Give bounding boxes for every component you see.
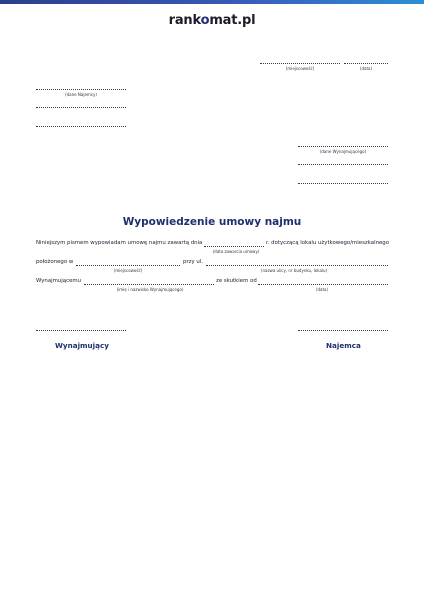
brand-logo — [0, 13, 424, 28]
place-caption: (miejscowość) — [285, 66, 315, 71]
landlord-signature-line[interactable] — [36, 330, 126, 331]
location-line[interactable] — [76, 265, 180, 266]
landlord-line-2[interactable] — [298, 164, 388, 165]
date-caption: (data) — [359, 66, 373, 71]
effective-date-caption: (data) — [315, 287, 329, 292]
body-line3-mid: ze skutkiem od — [216, 278, 257, 284]
top-accent-bar — [0, 0, 424, 4]
landlord-line-1[interactable] — [298, 146, 388, 147]
street-line[interactable] — [206, 265, 388, 266]
tenant-line-3[interactable] — [36, 126, 126, 127]
street-caption: (nazwa ulicy, nr budynku, lokalu) — [260, 268, 328, 273]
body-line2-start: położonego w — [36, 259, 74, 265]
tenant-signature-line[interactable] — [298, 330, 388, 331]
place-line[interactable] — [260, 63, 340, 64]
landlord-signature-label: Wynajmujący — [55, 341, 109, 350]
logo-text-left: rank — [168, 13, 201, 28]
location-caption: (miejscowość) — [113, 268, 143, 273]
body-line1-start: Niniejszym pismem wypowiadam umowę najmu zawartą dnia — [36, 240, 203, 246]
tenant-line-1[interactable] — [36, 89, 126, 90]
body-line2-mid: przy ul. — [183, 259, 203, 265]
landlord-name-caption: (imię i nazwisko Wynajmującego) — [116, 287, 184, 292]
logo-text-right: mat.pl — [209, 13, 256, 28]
logo-o-mark: o — [200, 13, 210, 28]
body-line1-end: r. dotyczącą lokalu użytkowego/mieszkalnego — [266, 240, 390, 246]
contract-date-caption: (data zawarcia umowy) — [212, 249, 260, 254]
body-line3-start: Wynajmującemu — [36, 278, 82, 284]
date-line[interactable] — [344, 63, 388, 64]
contract-date-line[interactable] — [204, 246, 264, 247]
landlord-caption: (dane Wynajmującego) — [319, 149, 367, 154]
landlord-line-3[interactable] — [298, 183, 388, 184]
tenant-signature-label: Najemca — [326, 341, 361, 350]
tenant-caption: (dane Najemcy) — [65, 92, 97, 97]
document-title: Wypowiedzenie umowy najmu — [122, 216, 302, 228]
effective-date-line[interactable] — [258, 284, 388, 285]
landlord-name-line[interactable] — [84, 284, 214, 285]
tenant-line-2[interactable] — [36, 107, 126, 108]
